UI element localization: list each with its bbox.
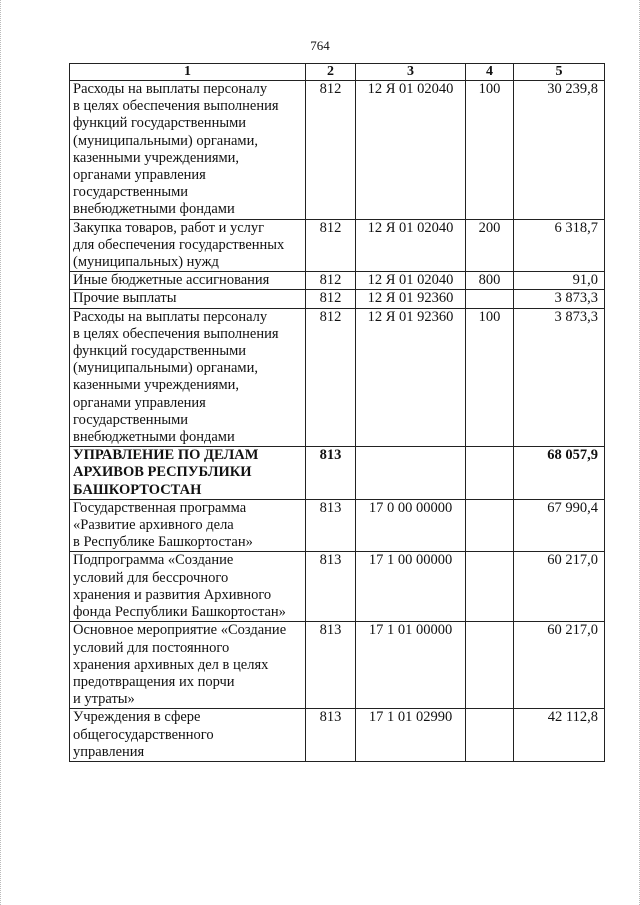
- budget-table: [69, 63, 605, 762]
- row-name-line: (муниципальных) нужд: [73, 254, 219, 271]
- row-name-line: общегосударственного: [73, 726, 214, 743]
- row-name-line: АРХИВОВ РЕСПУБЛИКИ: [73, 464, 252, 481]
- ministry-code-cell: 812: [306, 290, 356, 308]
- row-name-line: Расходы на выплаты персоналу: [73, 308, 268, 325]
- row-name-line: казенными учреждениями,: [73, 377, 240, 394]
- page-number: 764: [310, 38, 330, 53]
- row-name-line: органами управления: [73, 167, 206, 184]
- row-name-line: государственными: [73, 184, 189, 201]
- target-article-cell: 17 1 01 02990: [356, 709, 466, 762]
- ministry-code-cell: 812: [306, 308, 356, 447]
- amount-cell: 30 239,8: [514, 81, 605, 220]
- ministry-code-cell: 813: [306, 447, 356, 500]
- col-header-type: 4: [466, 64, 514, 81]
- row-name-cell: [70, 308, 306, 447]
- row-name-cell: [70, 709, 306, 762]
- row-name-cell: [70, 81, 306, 220]
- amount-cell: 3 873,3: [514, 290, 605, 308]
- expense-type-cell: 100: [466, 81, 514, 220]
- row-name-line: Иные бюджетные ассигнования: [73, 272, 270, 289]
- row-name-line: УПРАВЛЕНИЕ ПО ДЕЛАМ: [73, 447, 259, 464]
- row-name-line: функций государственными: [73, 115, 247, 132]
- ministry-code-cell: 813: [306, 499, 356, 552]
- scan-edge-right: [635, 0, 640, 905]
- row-name-line: государственными: [73, 411, 189, 428]
- table-body: [70, 81, 605, 762]
- target-article-cell: [356, 447, 466, 500]
- expense-type-cell: [466, 709, 514, 762]
- target-article-cell: 12 Я 01 02040: [356, 272, 466, 290]
- expense-type-cell: [466, 622, 514, 709]
- row-name-line: условий для постоянного: [73, 639, 230, 656]
- amount-cell: 91,0: [514, 272, 605, 290]
- row-name-line: фонда Республики Башкортостан»: [73, 604, 286, 621]
- expense-type-cell: [466, 447, 514, 500]
- table-row: [70, 447, 605, 500]
- scan-edge-left: [0, 0, 5, 905]
- row-name-line: органами управления: [73, 394, 206, 411]
- ministry-code-cell: 813: [306, 709, 356, 762]
- amount-cell: 67 990,4: [514, 499, 605, 552]
- amount-cell: 60 217,0: [514, 622, 605, 709]
- row-name-line: внебюджетными фондами: [73, 429, 235, 446]
- table-row: [70, 272, 605, 290]
- row-name-line: Расходы на выплаты персоналу: [73, 81, 268, 97]
- row-name-cell: [70, 499, 306, 552]
- target-article-cell: 17 1 00 00000: [356, 552, 466, 622]
- target-article-cell: 12 Я 01 92360: [356, 308, 466, 447]
- expense-type-cell: [466, 290, 514, 308]
- row-name-cell: [70, 622, 306, 709]
- expense-type-cell: [466, 499, 514, 552]
- row-name-line: управления: [73, 743, 145, 760]
- row-name-line: БАШКОРТОСТАН: [73, 481, 202, 498]
- row-name-line: казенными учреждениями,: [73, 149, 240, 166]
- row-name-cell: [70, 290, 306, 308]
- row-name-line: (муниципальными) органами,: [73, 132, 258, 149]
- expense-type-cell: [466, 552, 514, 622]
- row-name-cell: [70, 447, 306, 500]
- row-name-line: Учреждения в сфере: [73, 709, 201, 726]
- row-name-line: предотвращения их порчи: [73, 673, 235, 690]
- target-article-cell: 17 0 00 00000: [356, 499, 466, 552]
- ministry-code-cell: 812: [306, 219, 356, 272]
- row-name-cell: [70, 552, 306, 622]
- target-article-cell: 12 Я 01 02040: [356, 219, 466, 272]
- col-header-amount: 5: [514, 64, 605, 81]
- row-name-line: Закупка товаров, работ и услуг: [73, 219, 265, 236]
- col-header-name: 1: [70, 64, 306, 81]
- expense-type-cell: 800: [466, 272, 514, 290]
- row-name-line: «Развитие архивного дела: [73, 517, 234, 534]
- row-name-line: функций государственными: [73, 343, 247, 360]
- amount-cell: 60 217,0: [514, 552, 605, 622]
- amount-cell: 6 318,7: [514, 219, 605, 272]
- table-row: [70, 219, 605, 272]
- row-name-line: хранения и развития Архивного: [73, 586, 272, 603]
- table-row: [70, 499, 605, 552]
- table-row: [70, 81, 605, 220]
- ministry-code-cell: 812: [306, 81, 356, 220]
- row-name-line: в Республике Башкортостан»: [73, 534, 253, 551]
- table-row: [70, 552, 605, 622]
- col-header-ministry: 2: [306, 64, 356, 81]
- table-row: [70, 709, 605, 762]
- target-article-cell: 12 Я 01 02040: [356, 81, 466, 220]
- row-name-line: и утраты»: [73, 691, 135, 708]
- row-name-line: для обеспечения государственных: [73, 236, 285, 253]
- table-row: [70, 290, 605, 308]
- row-name-line: Прочие выплаты: [73, 290, 177, 307]
- row-name-cell: [70, 272, 306, 290]
- row-name-cell: [70, 219, 306, 272]
- table-header-row: [70, 64, 605, 81]
- expense-type-cell: 100: [466, 308, 514, 447]
- amount-cell: 3 873,3: [514, 308, 605, 447]
- col-header-target: 3: [356, 64, 466, 81]
- row-name-line: Государственная программа: [73, 499, 247, 516]
- row-name-line: внебюджетными фондами: [73, 201, 235, 218]
- ministry-code-cell: 813: [306, 622, 356, 709]
- row-name-line: условий для бессрочного: [73, 569, 229, 586]
- target-article-cell: 12 Я 01 92360: [356, 290, 466, 308]
- ministry-code-cell: 813: [306, 552, 356, 622]
- target-article-cell: 17 1 01 00000: [356, 622, 466, 709]
- expense-type-cell: 200: [466, 219, 514, 272]
- row-name-line: в целях обеспечения выполнения: [73, 98, 279, 115]
- row-name-line: (муниципальными) органами,: [73, 360, 258, 377]
- table-row: [70, 622, 605, 709]
- row-name-line: хранения архивных дел в целях: [73, 656, 269, 673]
- amount-cell: 42 112,8: [514, 709, 605, 762]
- table-row: [70, 308, 605, 447]
- row-name-line: Основное мероприятие «Создание: [73, 622, 287, 639]
- ministry-code-cell: 812: [306, 272, 356, 290]
- amount-cell: 68 057,9: [514, 447, 605, 500]
- row-name-line: в целях обеспечения выполнения: [73, 325, 279, 342]
- row-name-line: Подпрограмма «Создание: [73, 552, 234, 569]
